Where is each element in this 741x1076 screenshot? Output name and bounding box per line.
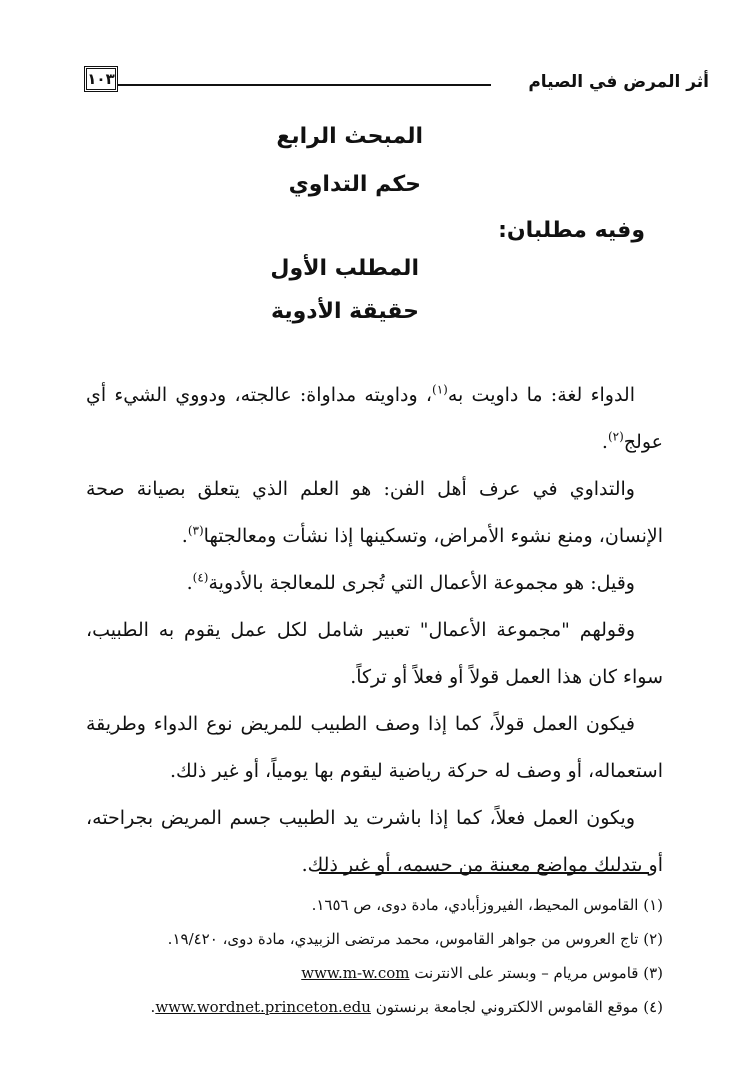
paragraph — [86, 372, 663, 466]
footnote — [100, 990, 663, 1024]
page-number: ١٠٣ — [84, 66, 118, 92]
paragraph: وقولهم "مجموعة الأعمال" تعبير شامل لكل عمل يقوم به الطبيب، سواء كان هذا العمل قولاً أو فعلاً أو تركاً. — [86, 619, 663, 688]
footnote — [100, 888, 663, 922]
footnote-text: (١) القاموس المحيط، الفيروزأبادي، مادة دوى، ص ١٦٥٦. — [311, 896, 663, 914]
footnote-divider — [319, 872, 649, 874]
paragraph-text: والتداوي في عرف أهل الفن: هو العلم الذي يتعلق بصيانة صحة الإنسان، ومنع نشوء الأمراض، وتسكينها إذا نشأت ومعالجتها — [86, 478, 663, 547]
paragraph-text: ، وداويته مداواة: عالجته، ودووي الشيء أي عولج — [86, 384, 663, 453]
body-text — [86, 372, 663, 889]
footnote-ref: (٢) — [607, 429, 624, 444]
section-title: حكم التداوي — [288, 172, 421, 197]
footnote — [100, 956, 663, 990]
paragraph-text: . — [181, 525, 188, 547]
footnotes — [100, 888, 663, 1024]
footnote-link[interactable]: www.wordnet.princeton.edu — [155, 998, 371, 1016]
header-rule — [118, 84, 491, 86]
paragraph-text: . — [601, 431, 608, 453]
subsection-heading: المطلب الأول — [270, 256, 419, 281]
footnote-text: . — [150, 998, 156, 1016]
paragraph-text: . — [186, 572, 193, 594]
paragraph-text: وقيل: هو مجموعة الأعمال التي تُجرى للمعالجة بالأدوية — [208, 572, 635, 594]
paragraph-text: الدواء لغة: ما داويت به — [447, 384, 635, 406]
subsection-title: حقيقة الأدوية — [271, 299, 419, 324]
paragraph: فيكون العمل قولاً، كما إذا وصف الطبيب للمريض نوع الدواء وطريقة استعماله، أو وصف له حركة رياضية ليقوم بها يومياً، أو غير ذلك. — [86, 713, 663, 782]
footnote-text: (٣) قاموس مريام – وبستر على الانترنت — [414, 964, 663, 982]
paragraph — [86, 560, 663, 607]
footnote-ref: (١) — [432, 382, 448, 397]
footnote-ref: (٤) — [192, 570, 209, 585]
running-title: أثر المرض في الصيام — [528, 72, 709, 92]
footnote-link[interactable]: www.m-w.com — [301, 964, 410, 982]
footnote-text: (٤) موقع القاموس الالكتروني لجامعة برنستون — [375, 998, 663, 1016]
section-intro: وفيه مطلبان: — [498, 218, 645, 243]
footnote-ref: (٣) — [187, 523, 204, 538]
footnote — [100, 922, 663, 956]
footnote-text: (٢) تاج العروس من جواهر القاموس، محمد مرتضى الزبيدي، مادة دوى، ١٩/٤٢٠. — [167, 930, 663, 948]
paragraph — [86, 466, 663, 560]
section-heading: المبحث الرابع — [276, 124, 423, 149]
paragraph: ويكون العمل فعلاً، كما إذا باشرت يد الطبيب جسم المريض بجراحته، أو بتدليك مواضع معينة من جسمه، أو غير ذلك. — [86, 807, 663, 876]
